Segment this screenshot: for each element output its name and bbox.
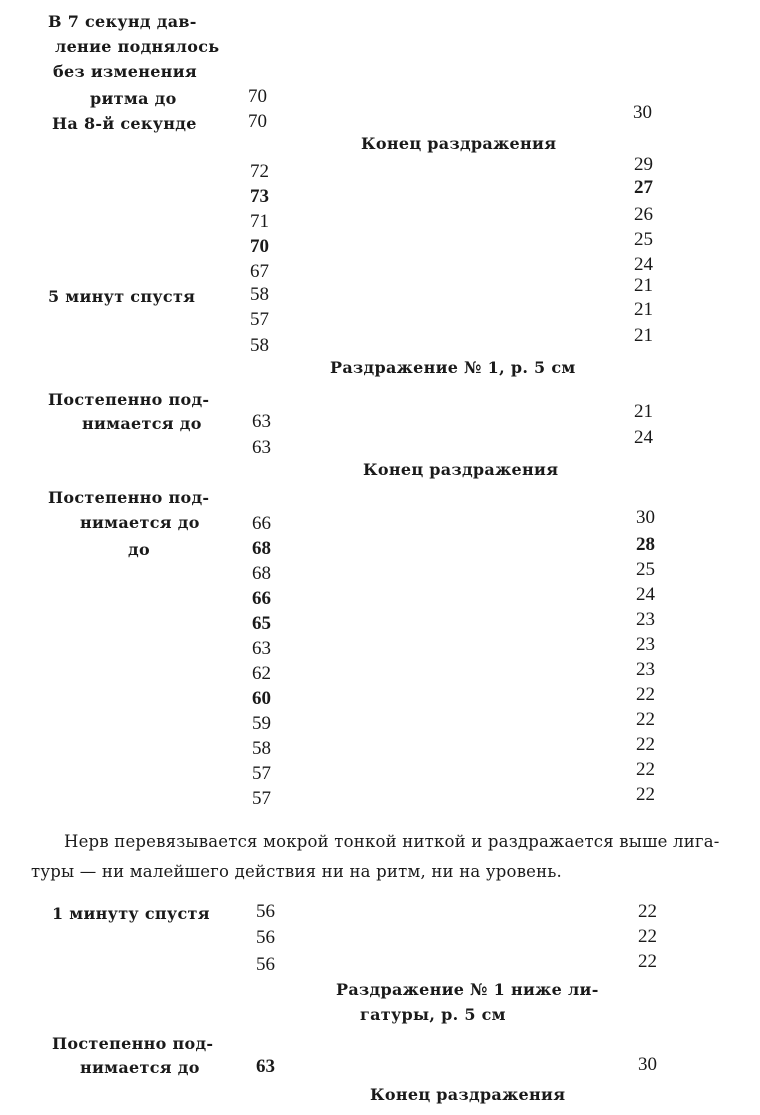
rhythm-value: 22: [638, 926, 657, 947]
pressure-value: 70: [248, 86, 267, 107]
note-line: Постепенно под-: [48, 390, 210, 409]
note-line: На 8-й секунде: [52, 114, 197, 133]
rhythm-value: 25: [636, 559, 655, 580]
pressure-value: 63: [252, 437, 271, 458]
pressure-value: 70: [248, 111, 267, 132]
section-heading: Раздражение № 1 ниже ли-: [336, 980, 599, 999]
section-heading: Конец раздражения: [370, 1085, 566, 1104]
pressure-value: 63: [252, 411, 271, 432]
pressure-value: 66: [252, 588, 271, 609]
rhythm-value: 25: [634, 229, 653, 250]
pressure-value: 65: [252, 613, 271, 634]
rhythm-value: 22: [636, 784, 655, 805]
rhythm-value: 22: [636, 709, 655, 730]
rhythm-value: 22: [638, 901, 657, 922]
pressure-value: 63: [256, 1056, 275, 1077]
paragraph-line: туры — ни малейшего действия ни на ритм, ни на уровень.: [31, 862, 562, 881]
rhythm-value: 29: [634, 154, 653, 175]
pressure-value: 56: [256, 901, 275, 922]
pressure-value: 73: [250, 186, 269, 207]
rhythm-value: 24: [634, 254, 653, 275]
pressure-value: 72: [250, 161, 269, 182]
rhythm-value: 27: [634, 177, 653, 198]
note-line: ритма до: [90, 89, 177, 108]
pressure-value: 68: [252, 538, 271, 559]
pressure-value: 70: [250, 236, 269, 257]
note-line: Постепенно под-: [48, 488, 210, 507]
rhythm-value: 28: [636, 534, 655, 555]
pressure-value: 66: [252, 513, 271, 534]
rhythm-value: 21: [634, 275, 653, 296]
pressure-value: 56: [256, 927, 275, 948]
rhythm-value: 30: [633, 102, 652, 123]
section-heading: Конец раздражения: [363, 460, 559, 479]
rhythm-value: 30: [636, 507, 655, 528]
pressure-value: 58: [252, 738, 271, 759]
paragraph-line: Нерв перевязывается мокрой тонкой ниткой и раздражается выше лига-: [64, 832, 720, 851]
note-line: нимается до: [80, 1058, 200, 1077]
rhythm-value: 22: [636, 684, 655, 705]
pressure-value: 67: [250, 261, 269, 282]
rhythm-value: 26: [634, 204, 653, 225]
rhythm-value: 21: [634, 299, 653, 320]
note-line: нимается до: [82, 414, 202, 433]
pressure-value: 62: [252, 663, 271, 684]
rhythm-value: 24: [634, 427, 653, 448]
pressure-value: 68: [252, 563, 271, 584]
pressure-value: 58: [250, 335, 269, 356]
rhythm-value: 22: [638, 951, 657, 972]
rhythm-value: 30: [638, 1054, 657, 1075]
section-heading: Раздражение № 1, р. 5 см: [330, 358, 576, 377]
note-line: 1 минуту спустя: [52, 904, 210, 923]
pressure-value: 57: [252, 788, 271, 809]
rhythm-value: 23: [636, 634, 655, 655]
note-line: без изменения: [53, 62, 197, 81]
rhythm-value: 21: [634, 325, 653, 346]
pressure-value: 57: [252, 763, 271, 784]
section-heading: гатуры, р. 5 см: [360, 1005, 506, 1024]
rhythm-value: 22: [636, 734, 655, 755]
pressure-value: 63: [252, 638, 271, 659]
rhythm-value: 21: [634, 401, 653, 422]
note-line: В 7 секунд дав-: [48, 12, 197, 31]
note-line: 5 минут спустя: [48, 287, 196, 306]
note-line: ление поднялось: [55, 37, 220, 56]
pressure-value: 59: [252, 713, 271, 734]
section-heading: Конец раздражения: [361, 134, 557, 153]
note-line: нимается до: [80, 513, 200, 532]
pressure-value: 71: [250, 211, 269, 232]
pressure-value: 56: [256, 954, 275, 975]
pressure-value: 57: [250, 309, 269, 330]
rhythm-value: 24: [636, 584, 655, 605]
note-line: Постепенно под-: [52, 1034, 214, 1053]
rhythm-value: 23: [636, 609, 655, 630]
rhythm-value: 23: [636, 659, 655, 680]
rhythm-value: 22: [636, 759, 655, 780]
pressure-value: 58: [250, 284, 269, 305]
note-line: до: [128, 540, 150, 559]
pressure-value: 60: [252, 688, 271, 709]
